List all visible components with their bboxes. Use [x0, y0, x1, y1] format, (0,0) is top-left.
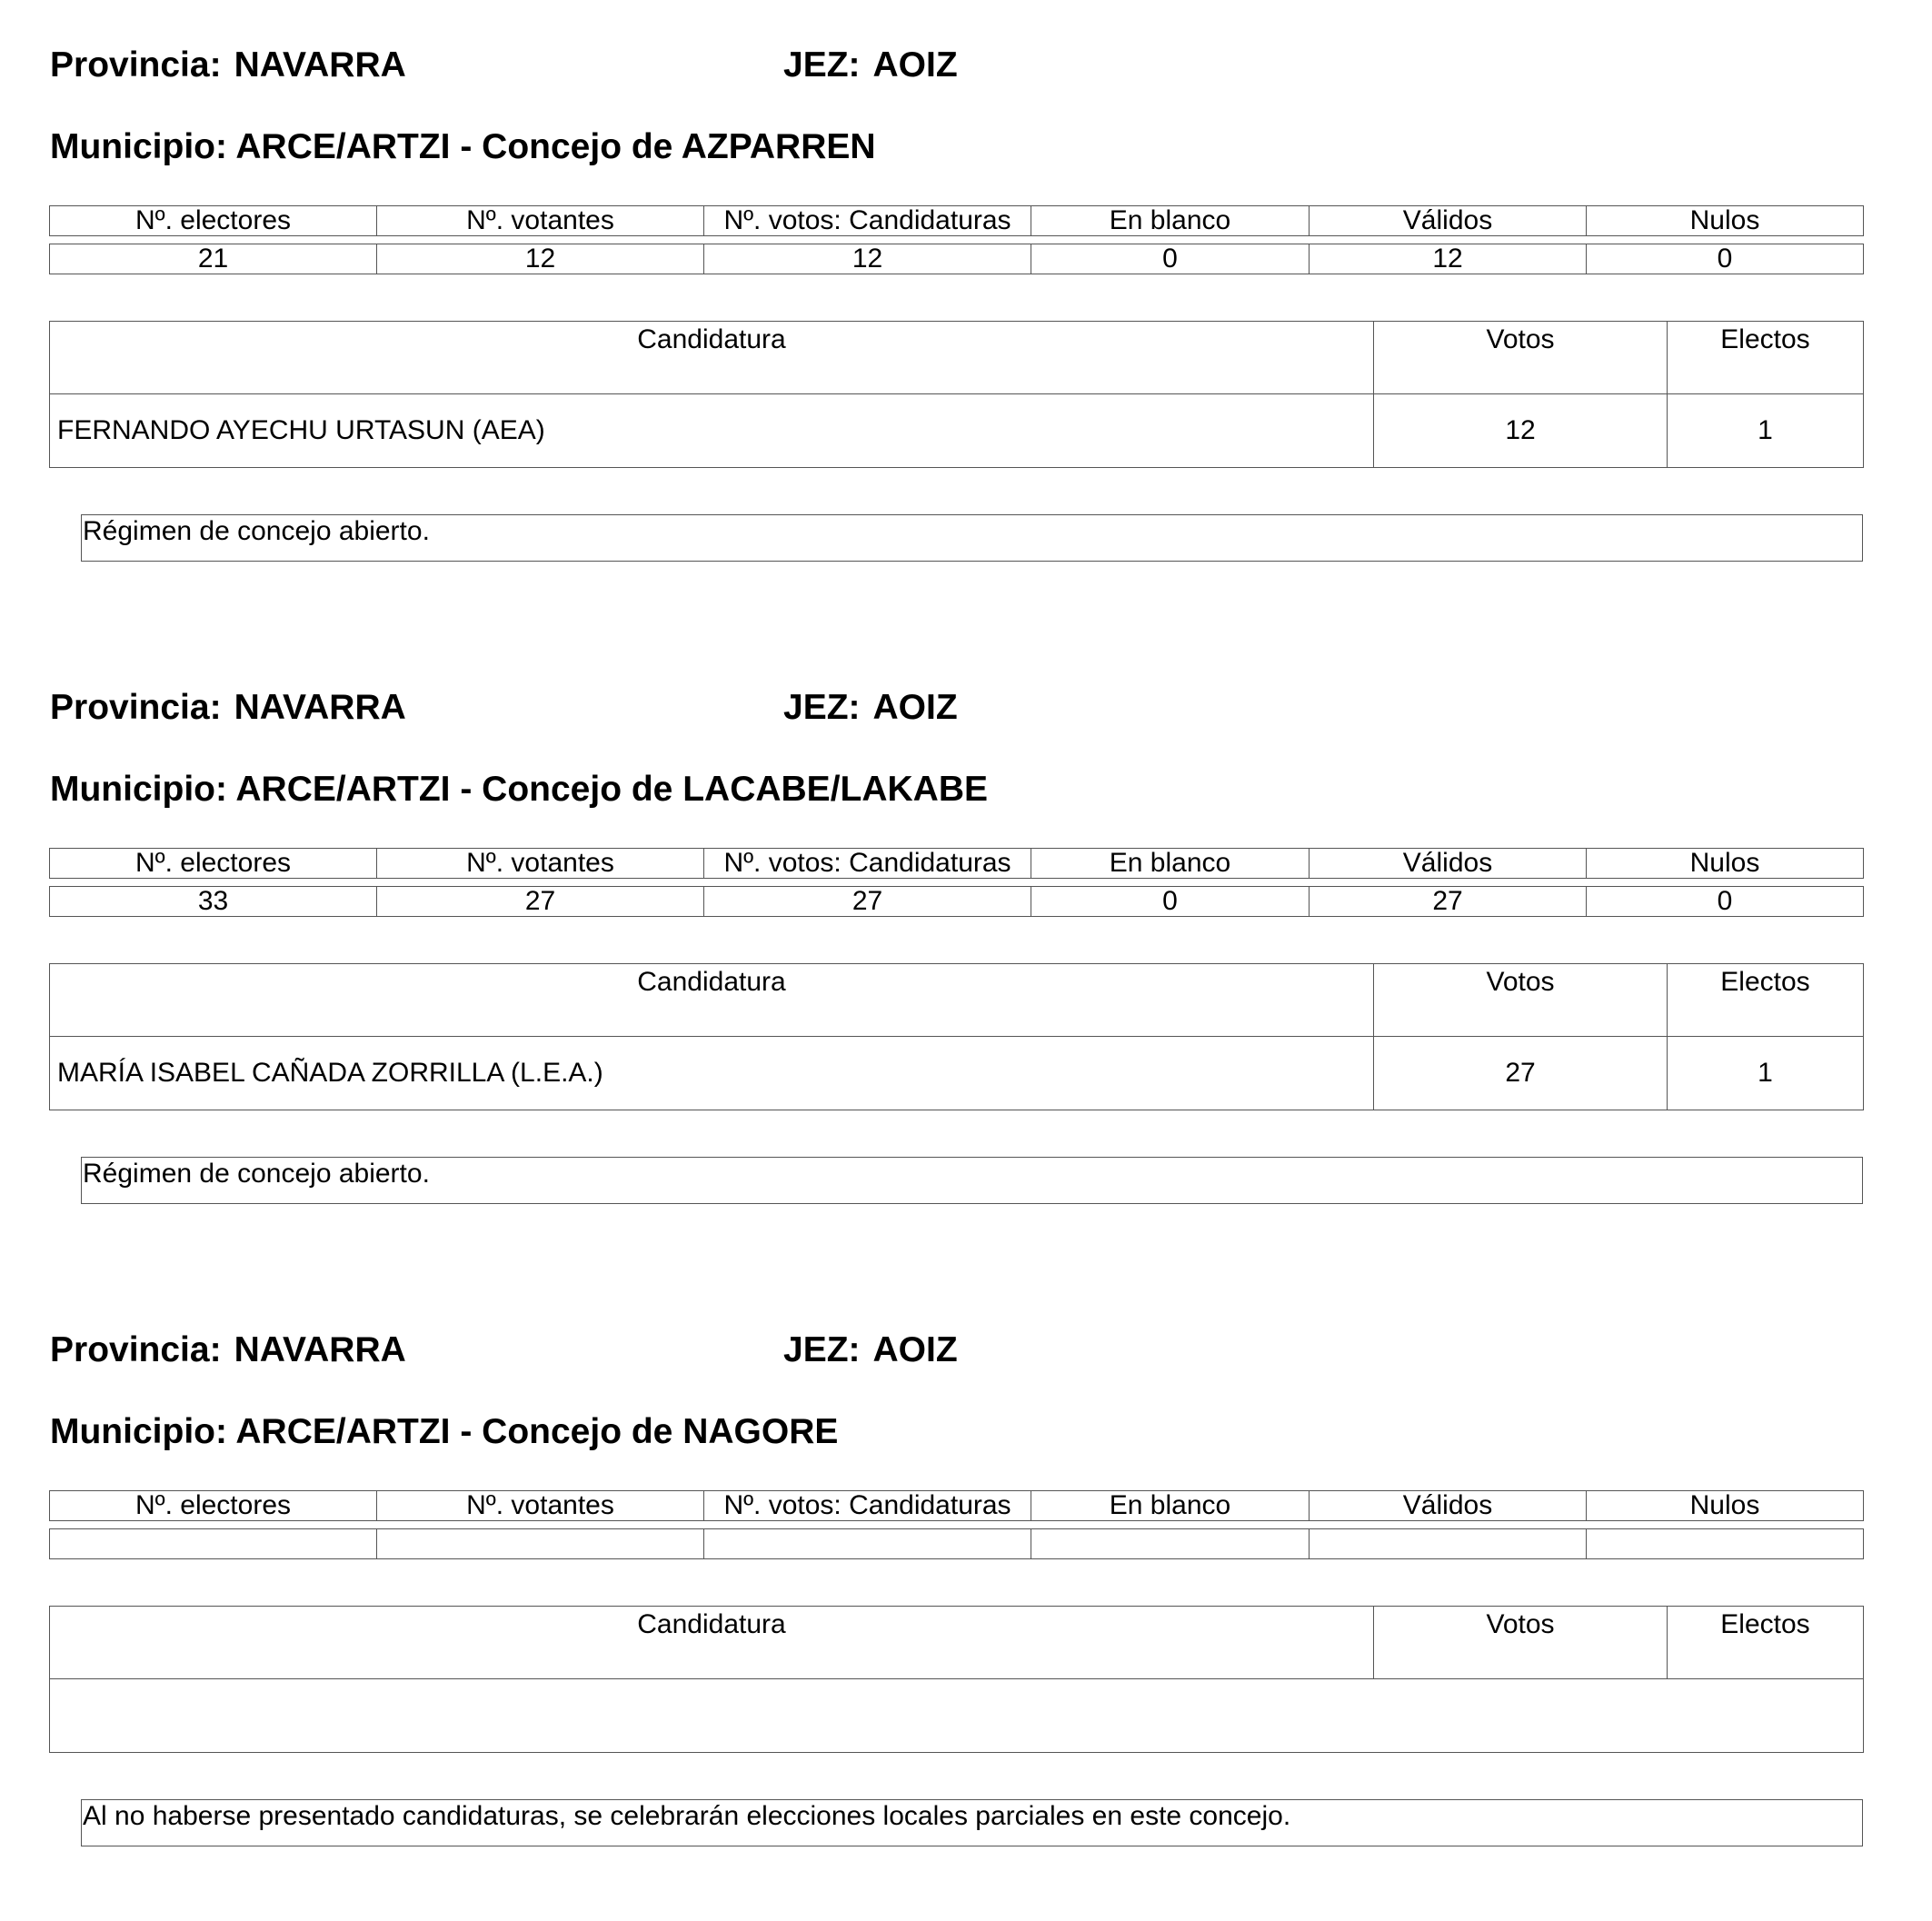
candidates-header-row: [50, 964, 1864, 1037]
municipio-label: Municipio:: [50, 770, 227, 809]
stats-header-table: [49, 1490, 1864, 1521]
municipio-heading: [50, 770, 988, 810]
value-votantes: [377, 1529, 704, 1559]
jez-label: JEZ:: [783, 688, 861, 727]
header-nulos: Nulos: [1587, 849, 1864, 879]
header-electos: Electos: [1668, 1607, 1864, 1679]
municipio-label: Municipio:: [50, 127, 227, 166]
header-electos: Electos: [1668, 322, 1864, 394]
header-votos: Votos: [1374, 1607, 1668, 1679]
header-en-blanco: En blanco: [1031, 849, 1310, 879]
jez-value: AOIZ: [872, 45, 958, 85]
note-box: Régimen de concejo abierto.: [81, 1157, 1863, 1204]
stats-header-row: [50, 1491, 1864, 1521]
candidates-table: [49, 1606, 1864, 1753]
header-candidatura: Candidatura: [50, 964, 1374, 1037]
stats-header-row: [50, 206, 1864, 236]
header-electores: Nº. electores: [50, 1491, 377, 1521]
jez-value: AOIZ: [872, 1330, 958, 1369]
note-box: Régimen de concejo abierto.: [81, 514, 1863, 562]
value-nulos: [1587, 1529, 1864, 1559]
value-nulos: 0: [1587, 244, 1864, 274]
candidate-row: [50, 394, 1864, 468]
value-en-blanco: 0: [1031, 887, 1310, 917]
candidate-votos: 12: [1374, 394, 1668, 468]
value-nulos: 0: [1587, 887, 1864, 917]
header-candidatura: Candidatura: [50, 1607, 1374, 1679]
header-nulos: Nulos: [1587, 206, 1864, 236]
header-votos: Votos: [1374, 322, 1668, 394]
provincia-value: NAVARRA: [234, 45, 406, 85]
provincia-value: NAVARRA: [234, 688, 406, 727]
header-candidatura: Candidatura: [50, 322, 1374, 394]
candidate-votos: 27: [1374, 1037, 1668, 1110]
municipio-heading: [50, 127, 876, 167]
provincia-heading: [50, 688, 406, 728]
candidate-name: [50, 1679, 1864, 1753]
header-votos-candidaturas: Nº. votos: Candidaturas: [704, 206, 1031, 236]
jez-value: AOIZ: [872, 688, 958, 727]
header-en-blanco: En blanco: [1031, 1491, 1310, 1521]
candidate-row: [50, 1037, 1864, 1110]
header-en-blanco: En blanco: [1031, 206, 1310, 236]
candidates-header-row: [50, 1607, 1864, 1679]
header-electores: Nº. electores: [50, 849, 377, 879]
candidates-header-row: [50, 322, 1864, 394]
provincia-label: Provincia:: [50, 45, 222, 85]
value-electores: 33: [50, 887, 377, 917]
value-validos: 12: [1310, 244, 1587, 274]
provincia-value: NAVARRA: [234, 1330, 406, 1369]
municipio-heading: [50, 1412, 838, 1452]
value-votos-candidaturas: 12: [704, 244, 1031, 274]
candidate-name: MARÍA ISABEL CAÑADA ZORRILLA (L.E.A.): [50, 1037, 1374, 1110]
stats-values-row: [50, 887, 1864, 917]
provincia-label: Provincia:: [50, 1330, 222, 1369]
value-validos: [1310, 1529, 1587, 1559]
jez-heading: [783, 688, 958, 728]
value-validos: 27: [1310, 887, 1587, 917]
municipio-value: ARCE/ARTZI - Concejo de LACABE/LAKABE: [235, 770, 989, 809]
municipio-label: Municipio:: [50, 1412, 227, 1451]
header-votos-candidaturas: Nº. votos: Candidaturas: [704, 1491, 1031, 1521]
header-votos-candidaturas: Nº. votos: Candidaturas: [704, 849, 1031, 879]
jez-label: JEZ:: [783, 45, 861, 85]
stats-values-row: [50, 244, 1864, 274]
candidates-table: [49, 321, 1864, 468]
value-electores: 21: [50, 244, 377, 274]
section-nagore: [0, 1285, 1932, 1921]
stats-values-table: [49, 244, 1864, 274]
value-en-blanco: [1031, 1529, 1310, 1559]
header-votantes: Nº. votantes: [377, 1491, 704, 1521]
stats-values-row: [50, 1529, 1864, 1559]
header-validos: Válidos: [1310, 206, 1587, 236]
header-votantes: Nº. votantes: [377, 206, 704, 236]
municipio-value: ARCE/ARTZI - Concejo de NAGORE: [235, 1412, 839, 1451]
section-azparren: [0, 0, 1932, 636]
stats-values-table: [49, 886, 1864, 917]
municipio-value: ARCE/ARTZI - Concejo de AZPARREN: [235, 127, 876, 166]
header-electos: Electos: [1668, 964, 1864, 1037]
header-votantes: Nº. votantes: [377, 849, 704, 879]
candidate-electos: 1: [1668, 394, 1864, 468]
section-lacabe: [0, 642, 1932, 1279]
candidate-row-empty: [50, 1679, 1864, 1753]
value-electores: [50, 1529, 377, 1559]
jez-heading: [783, 45, 958, 85]
stats-header-row: [50, 849, 1864, 879]
provincia-heading: [50, 45, 406, 85]
header-electores: Nº. electores: [50, 206, 377, 236]
value-en-blanco: 0: [1031, 244, 1310, 274]
candidate-electos: 1: [1668, 1037, 1864, 1110]
candidates-table: [49, 963, 1864, 1110]
provincia-heading: [50, 1330, 406, 1370]
value-votantes: 12: [377, 244, 704, 274]
header-votos: Votos: [1374, 964, 1668, 1037]
stats-header-table: [49, 205, 1864, 236]
value-votos-candidaturas: [704, 1529, 1031, 1559]
stats-header-table: [49, 848, 1864, 879]
jez-label: JEZ:: [783, 1330, 861, 1369]
value-votantes: 27: [377, 887, 704, 917]
provincia-label: Provincia:: [50, 688, 222, 727]
stats-values-table: [49, 1528, 1864, 1559]
header-validos: Válidos: [1310, 849, 1587, 879]
header-validos: Válidos: [1310, 1491, 1587, 1521]
value-votos-candidaturas: 27: [704, 887, 1031, 917]
note-box: Al no haberse presentado candidaturas, se celebrarán elecciones locales parciales en este concejo.: [81, 1799, 1863, 1846]
header-nulos: Nulos: [1587, 1491, 1864, 1521]
candidate-name: FERNANDO AYECHU URTASUN (AEA): [50, 394, 1374, 468]
jez-heading: [783, 1330, 958, 1370]
